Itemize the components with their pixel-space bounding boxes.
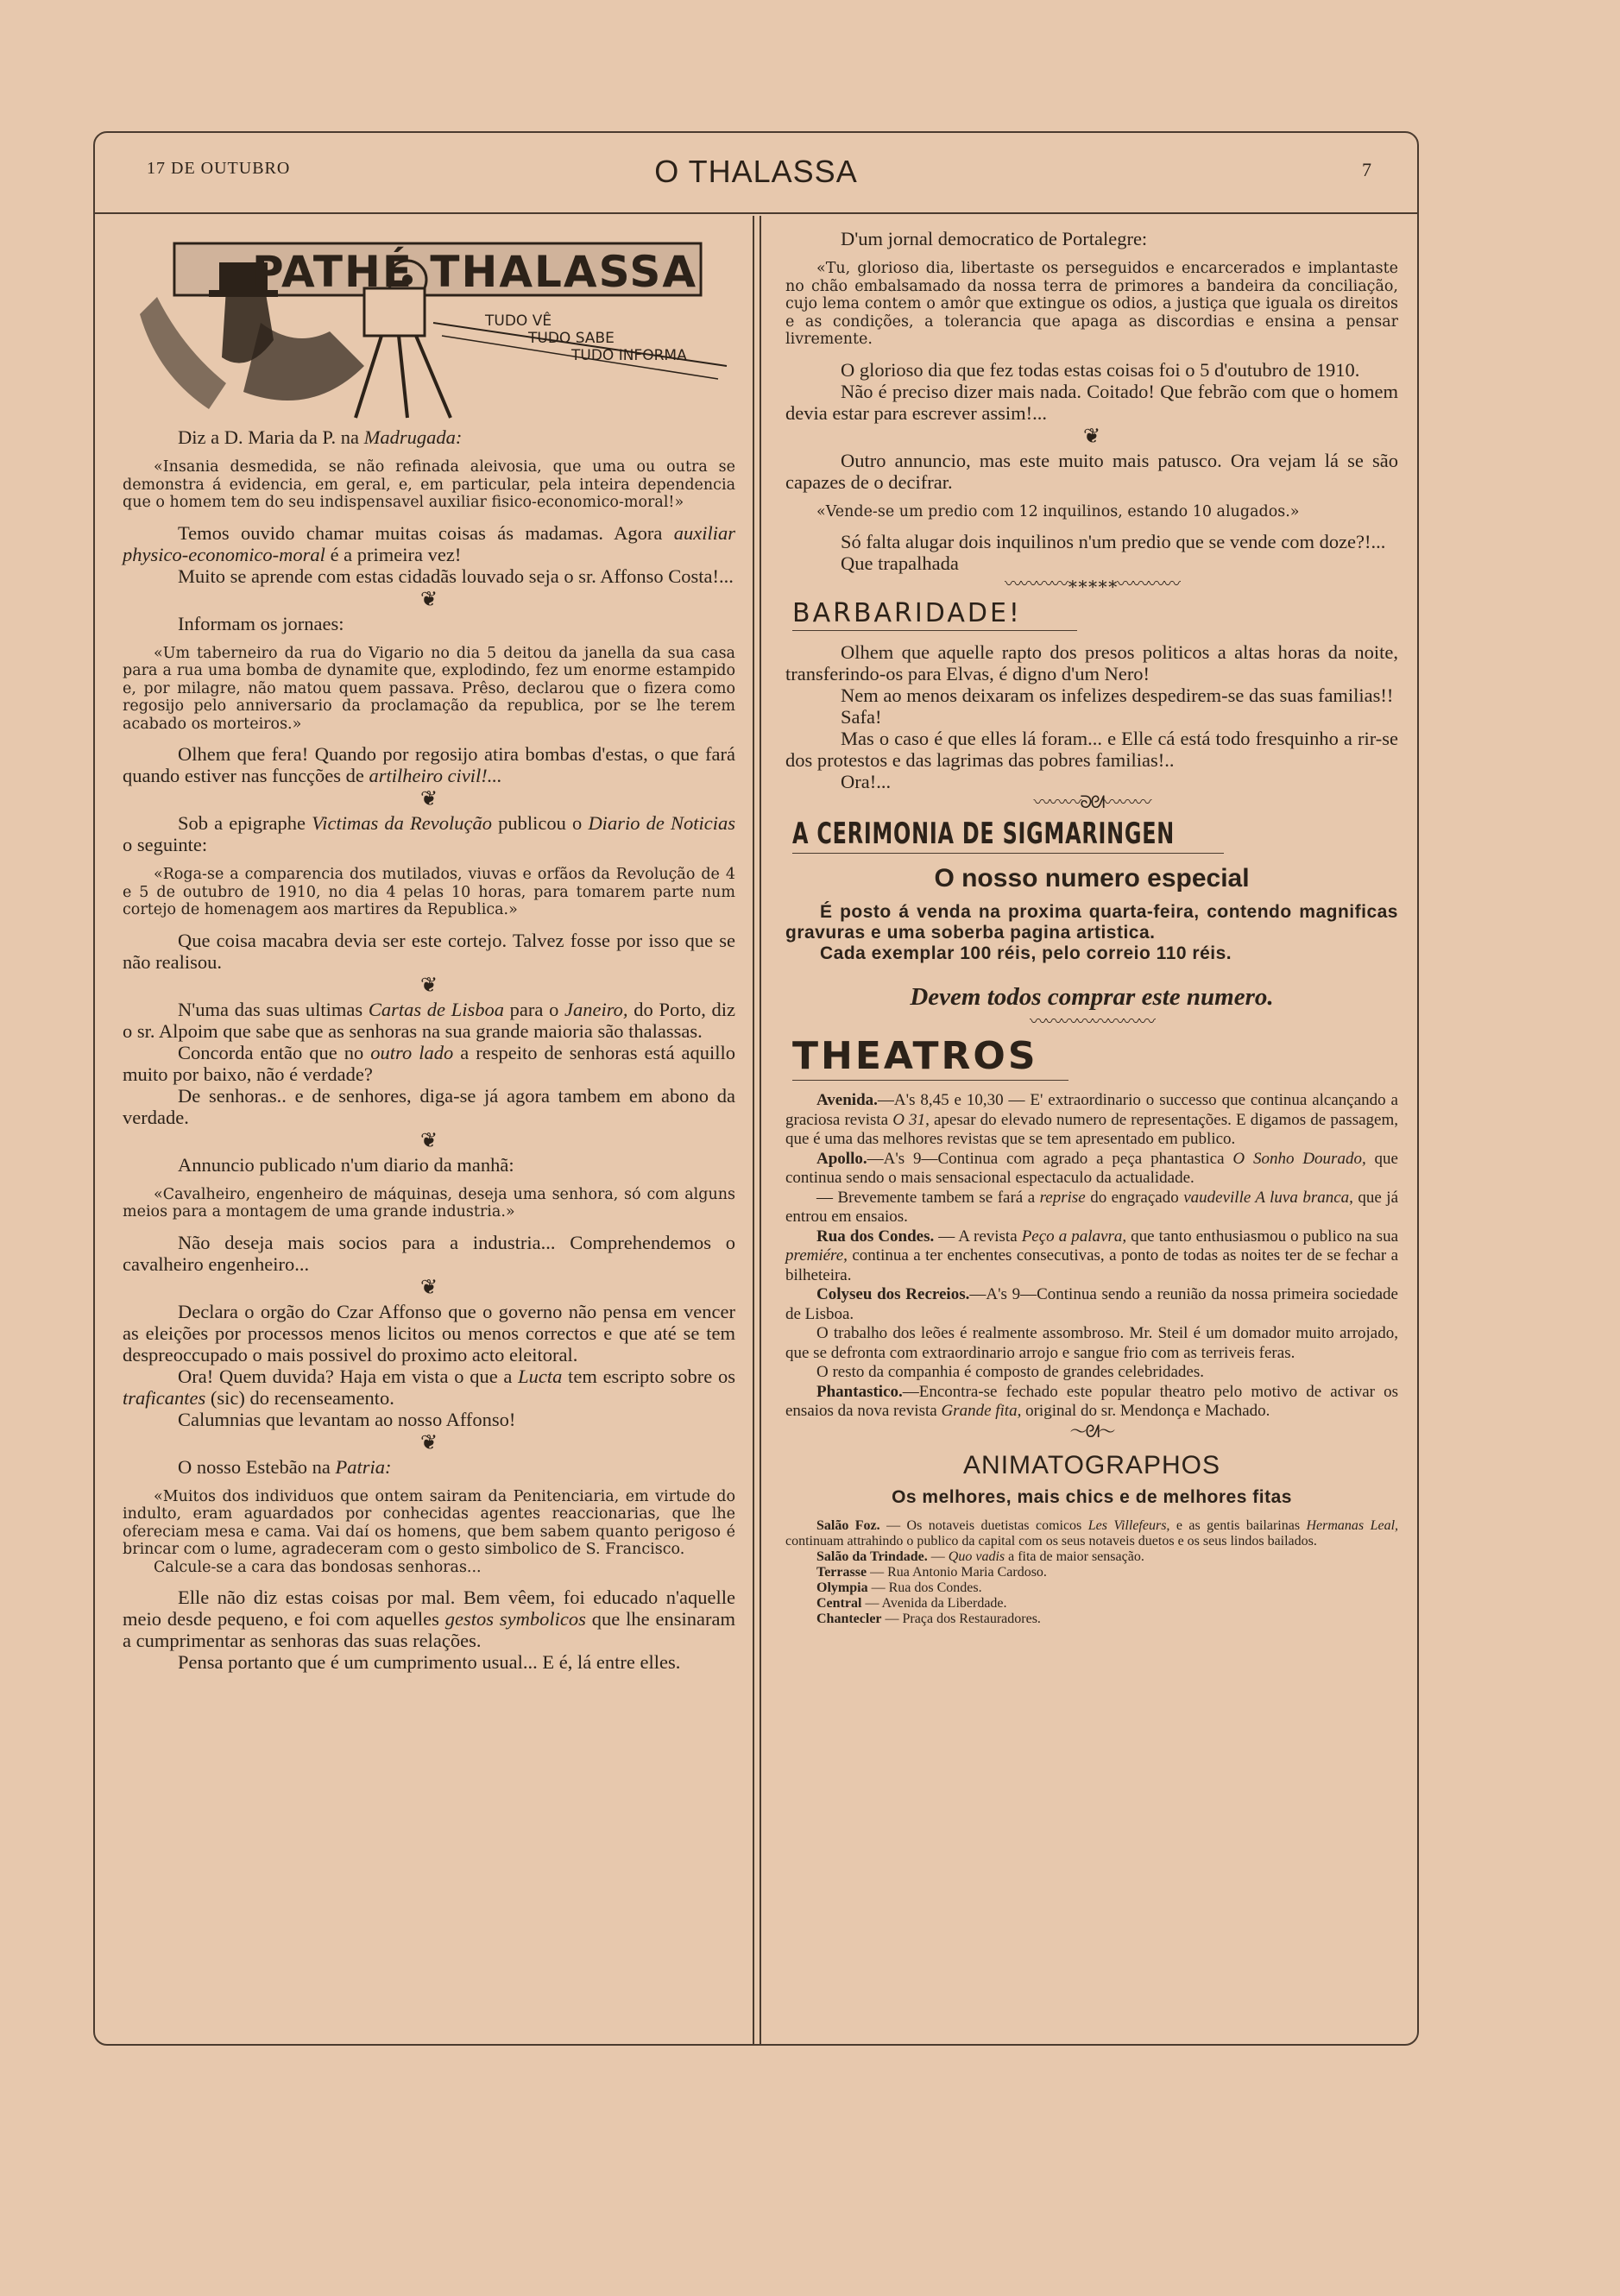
paragraph: Outro annuncio, mas este muito mais patusco. Ora vejam lá se são capazes de o decifrar. <box>785 449 1398 493</box>
theatre-name: Colyseu dos Recreios. <box>816 1285 970 1303</box>
theatre-listing <box>785 1227 1398 1286</box>
paragraph <box>123 743 735 786</box>
cinema-name: Olympia <box>816 1580 868 1595</box>
text: tem escripto sobre os <box>562 1365 735 1387</box>
text: N'uma das suas ultimas <box>178 998 369 1020</box>
column-divider <box>753 216 754 2044</box>
quotation: «Roga-se a comparencia dos mutilados, viuvas e orfãos da Revolução de 4 e 5 de outubro de 1910, no dia 4 pelas 10 horas, para tomarem parte num cortejo de homenagem aos martires da Republica.» <box>123 866 735 918</box>
theatre-name: Avenida. <box>816 1091 878 1109</box>
emphasis: Les Villefeurs, <box>1087 1517 1170 1533</box>
text: a respeito de senhoras está aquillo muito por baixo, não é verdade? <box>123 1041 735 1085</box>
text: — Brevemente tambem se fará a <box>816 1188 1040 1207</box>
text: — Praça dos Restauradores. <box>881 1611 1041 1626</box>
text: — Os notaveis duetistas comicos <box>879 1517 1088 1533</box>
theatre-listing: O trabalho dos leões é realmente assombroso. Mr. Steil é um domador muito arrojado, que se defronta com extraordinario arrojo e sangue frio com as terriveis feras. <box>785 1324 1398 1362</box>
cinema-name: Chantecler <box>816 1611 882 1626</box>
text: o seguinte: <box>123 834 208 855</box>
cinema-listing <box>785 1596 1398 1612</box>
theatre-listing <box>785 1091 1398 1150</box>
paragraph <box>123 1042 735 1085</box>
cinema-name: Terrasse <box>816 1564 867 1580</box>
banner-line3: TUDO INFORMA <box>571 347 687 364</box>
animatographos-subtitle: Os melhores, mais chics e de melhores fitas <box>892 1486 1292 1507</box>
fleuron-ornament: ❦ <box>419 1431 438 1454</box>
text: do engraçado <box>1085 1188 1184 1207</box>
text: para o <box>503 998 565 1020</box>
decorative-swash: 〰〰〰ᘐᘛ〰〰〰 <box>1033 793 1150 812</box>
fleuron-ornament: ❦ <box>419 788 438 811</box>
header-rule <box>95 212 1417 214</box>
theatre-listing <box>785 1285 1398 1324</box>
cinema-name: Central <box>816 1595 862 1611</box>
paragraph <box>123 999 735 1042</box>
text: Elle não diz estas coisas por mal. Bem vêem, foi educado n'aquelle meio desde pequeno, e foi com aquelles <box>123 1586 735 1630</box>
source-title: Madrugada: <box>363 426 463 448</box>
text: que já entrou em ensaios. <box>785 1188 1399 1226</box>
theatre-name: Phantastico. <box>816 1382 903 1401</box>
text: apesar do elevado numero de representações. E digamos de passagem, que é uma das melhores revistas que se tem apresentado em publico. <box>785 1110 1398 1148</box>
emphasis: Lucta <box>518 1365 563 1387</box>
text: — Rua Antonio Maria Cardoso. <box>867 1564 1047 1580</box>
text: —A's 9—Continua com agrado a peça phantastica <box>867 1149 1233 1168</box>
text: —A's 9—Continua sendo a reunião da nossa primeira sociedade de Lisboa. <box>785 1285 1398 1323</box>
right-column <box>785 228 1398 1627</box>
cinema-listing <box>785 1612 1398 1627</box>
emphasis: O Sonho Dourado, <box>1232 1149 1366 1168</box>
section-heading-animatographos: ANIMATOGRAPHOS <box>963 1450 1220 1479</box>
decorative-swash: 〰〰〰〰〰〰〰〰 <box>1030 1012 1154 1031</box>
text: O nosso Estebão na <box>178 1455 336 1478</box>
paragraph: Só falta alugar dois inquilinos n'um predio que se vende com doze?!... <box>841 531 1386 552</box>
paragraph: Pensa portanto que é um cumprimento usual... E é, lá entre elles. <box>178 1651 681 1673</box>
column-divider <box>760 216 761 2044</box>
fleuron-ornament: ❦ <box>419 1276 438 1299</box>
text: — Avenida da Liberdade. <box>861 1595 1007 1611</box>
paragraph: De senhoras.. e de senhores, diga-se já agora tambem em abono da verdade. <box>123 1084 735 1128</box>
cinema-name: Salão da Trindade. <box>816 1549 928 1564</box>
paragraph <box>123 1456 735 1478</box>
page-frame <box>93 131 1419 2046</box>
emphasis: Hermanas Leal, <box>1306 1517 1399 1533</box>
paragraph <box>123 1586 735 1651</box>
quotation: «Um taberneiro da rua do Vigario no dia 5 deitou da janella da sua casa para a rua uma bomba de dynamite que, explodindo, fez um enorme estampido e, por milagre, não matou quem passava. Prêso, declarou que o fizera como regosijo pelo anniversario da proclamação da republica, por se lhe terem acabado os morteiros.» <box>123 644 735 733</box>
header-title: O THALASSA <box>654 154 858 189</box>
emphasis: gestos symbolicos <box>444 1608 586 1630</box>
text: Ora! Quem duvida? Haja em vista o que a <box>178 1365 519 1387</box>
fleuron-ornament: ❦ <box>1082 425 1101 448</box>
quotation: Calcule-se a cara das bondosas senhoras... <box>154 1558 482 1576</box>
fleuron-ornament: ❦ <box>419 974 438 997</box>
emphasis: O 31, <box>892 1110 930 1129</box>
text: que lhe ensinaram a cumprimentar as senhoras das suas relações. <box>123 1608 735 1651</box>
theatre-listing <box>785 1383 1398 1422</box>
paragraph: Não é preciso dizer mais nada. Coitado! Que febrão com que o homem devia estar para escrever assim!... <box>785 380 1398 424</box>
text: a fita de maior sensação. <box>1005 1549 1144 1564</box>
paragraph: Informam os jornaes: <box>178 612 344 634</box>
text: que continua sendo o mais sensacional espectaculo da actualidade. <box>785 1149 1398 1187</box>
quotation: «Insania desmedida, se não refinada aleivosia, que uma ou outra se demonstra á evidencia, em geral, e, em particular, pela inteira dependencia que o homem tem do seu indispensavel auxiliar fisico-economico-moral!» <box>123 458 735 511</box>
text: (sic) do recenseamento. <box>205 1386 394 1409</box>
section-heading-barbaridade: BARBARIDADE! <box>792 598 1022 628</box>
emphasis: Cartas de Lisboa <box>368 998 504 1020</box>
emphasis: Janeiro, <box>564 998 628 1020</box>
text: que tanto enthusiasmou o publico na sua <box>1126 1227 1399 1246</box>
quotation: «Tu, glorioso dia, libertaste os perseguidos e encarcerados e implantaste no chão embalsamado da nossa terra de primores a bandeira da conciliação, cujo lema contem o amôr que extingue os odios, a justiça que iguala os direitos e as condições, a tolerancia que apaga as discordias e ensina a pensar livremente. <box>785 260 1398 348</box>
emphasis: Quo vadis <box>948 1549 1005 1564</box>
paragraph <box>123 1366 735 1409</box>
text: — A revista <box>934 1227 1022 1246</box>
cinema-name: Salão Foz. <box>816 1517 880 1533</box>
special-issue-title: O nosso numero especial <box>934 864 1250 893</box>
section-heading-theatros: THEATROS <box>792 1034 1038 1078</box>
paragraph: Que coisa macabra devia ser este cortejo. Talvez fosse por isso que se não realisou. <box>123 929 735 973</box>
paragraph <box>123 426 735 448</box>
theatre-name: Apollo. <box>816 1149 867 1168</box>
text: e as gentis bailarinas <box>1169 1517 1307 1533</box>
paragraph: Que trapalhada <box>841 552 959 574</box>
text: — Rua dos Condes. <box>867 1580 982 1595</box>
text: do Porto, diz o sr. Alpoim que sabe que as senhoras na sua grande maioria são thalassas. <box>123 998 736 1042</box>
quotation: «Muitos dos individuos que ontem sairam da Penitenciaria, em virtude do indulto, eram aguardados por conhecidas agentes reaccionarias, que lhe ofereciam mesa e cama. Vai daí os homens, que bem sabem quanto perigoso é brincar com o lume, agradeceram com o gesto simbolico de S. Francisco. <box>123 1487 735 1558</box>
source-title: Patria: <box>335 1455 392 1478</box>
text: Diz a D. Maria da P. na <box>178 426 364 448</box>
text: Olhem que fera! Quando por regosijo atira bombas d'estas, o que fará quando estiver nas funcções de <box>123 743 735 786</box>
left-column <box>123 228 735 1673</box>
emphasis: traficantes <box>123 1386 206 1409</box>
quotation: «Cavalheiro, engenheiro de máquinas, deseja uma senhora, só com alguns meios para a montagem de uma grande industria.» <box>123 1185 735 1221</box>
text: é a primeira vez! <box>325 543 462 565</box>
fleuron-ornament: ❦ <box>419 588 438 611</box>
paragraph: Calumnias que levantam ao nosso Affonso! <box>178 1408 516 1430</box>
emphasis: outro lado <box>370 1041 454 1063</box>
page-number: 7 <box>1362 159 1372 180</box>
text: continuam attrahindo o publico da capital com os seus notaveis duetos e os seus lindos bailados. <box>785 1533 1317 1549</box>
paragraph: Olhem que aquelle rapto dos presos politicos a altas horas da noite, transferindo-os para Elvas, é digno d'um Nero! <box>785 641 1398 684</box>
paragraph: Mas o caso é que elles lá foram... e Elle cá está todo fresquinho a rir-se dos protestos e das lagrimas das pobres familias!.. <box>785 728 1398 771</box>
special-issue-call: Devem todos comprar este numero. <box>910 983 1274 1011</box>
cinema-listing <box>785 1518 1398 1549</box>
decorative-swash: 〰〰〰〰∗∗∗∗∗〰〰〰〰 <box>1005 575 1179 594</box>
cinema-listing <box>785 1549 1398 1565</box>
emphasis: vaudeville A luva branca, <box>1183 1188 1353 1207</box>
cinema-listing <box>785 1580 1398 1596</box>
theatre-listing <box>785 1150 1398 1189</box>
special-issue-price: Cada exemplar 100 réis, pelo correio 110 réis. <box>820 943 1232 963</box>
paragraph: Nem ao menos deixaram os infelizes despedirem-se das suas familias!! <box>841 684 1394 706</box>
paragraph <box>123 522 735 565</box>
pathe-thalassa-banner <box>123 228 735 426</box>
text: original do sr. Mendonça e Machado. <box>1021 1402 1270 1420</box>
paragraph: Safa! <box>841 706 882 728</box>
text: — <box>927 1549 949 1564</box>
theatre-listing <box>785 1189 1398 1227</box>
text: continua a ter enchentes consecutivas, a ponto de todas as noites ter de se fechar a bilheteira. <box>785 1246 1398 1284</box>
paragraph: O glorioso dia que fez todas estas coisas foi o 5 d'outubro de 1910. <box>841 358 1360 381</box>
text: —A's 8,45 e 10,30 — E' extraordinario o successo que continua alcançando a graciosa revista <box>785 1091 1398 1129</box>
emphasis: premiére, <box>785 1246 848 1265</box>
text: Temos ouvido chamar muitas coisas ás madamas. Agora <box>178 521 674 544</box>
heading-underline <box>792 853 1224 854</box>
text: Sob a epigraphe <box>178 812 312 834</box>
emphasis: Diario de Noticias <box>588 812 735 834</box>
banner-line2: TUDO SABE <box>528 330 615 347</box>
paragraph: Não deseja mais socios para a industria... Comprehendemos o cavalheiro engenheiro... <box>123 1231 735 1275</box>
paragraph: Muito se aprende com estas cidadãs louvado seja o sr. Affonso Costa!... <box>178 565 734 587</box>
emphasis: Peço a palavra, <box>1021 1227 1127 1246</box>
emphasis: auxiliar physico-economico-moral <box>123 521 735 565</box>
special-issue-announcement: É posto á venda na proxima quarta-feira, contendo magnificas gravuras e uma soberba pagina artistica. <box>785 902 1398 943</box>
emphasis: Grande fita, <box>941 1402 1022 1420</box>
decorative-swash: 〜ᘛ〜 <box>1069 1422 1114 1441</box>
cinema-listing <box>785 1565 1398 1580</box>
banner-line1: TUDO VÊ <box>485 312 552 330</box>
section-heading-ceremony: A CERIMONIA DE SIGMARINGEN <box>792 817 1176 851</box>
text: publicou o <box>491 812 589 834</box>
emphasis: artilheiro civil!... <box>369 765 502 786</box>
header-date: 17 DE OUTUBRO <box>147 159 291 178</box>
text: Concorda então que no <box>178 1041 371 1063</box>
theatre-name: Rua dos Condes. <box>816 1227 935 1246</box>
emphasis: reprise <box>1039 1188 1086 1207</box>
paragraph: Declara o orgão do Czar Affonso que o governo não pensa em vencer as eleições por processos menos licitos ou menos correctos e que até se tem despreoccupado o mais possivel do proximo acto eleitoral. <box>123 1300 735 1366</box>
paragraph: Ora!... <box>841 771 892 792</box>
paragraph: D'um jornal democratico de Portalegre: <box>841 228 1148 249</box>
emphasis: Victimas da Revolução <box>312 812 492 834</box>
theatre-listing: O resto da companhia é composto de grandes celebridades. <box>816 1363 1204 1381</box>
quotation: «Vende-se um predio com 12 inquilinos, estando 10 alugados.» <box>816 502 1300 520</box>
paragraph: Annuncio publicado n'um diario da manhã: <box>178 1153 514 1176</box>
paragraph <box>123 812 735 855</box>
text: —Encontra-se fechado este popular theatro pelo motivo de activar os ensaios da nova revista <box>785 1382 1398 1420</box>
fleuron-ornament: ❦ <box>419 1129 438 1152</box>
banner-title: PATHÉ THALASSA <box>252 247 698 297</box>
